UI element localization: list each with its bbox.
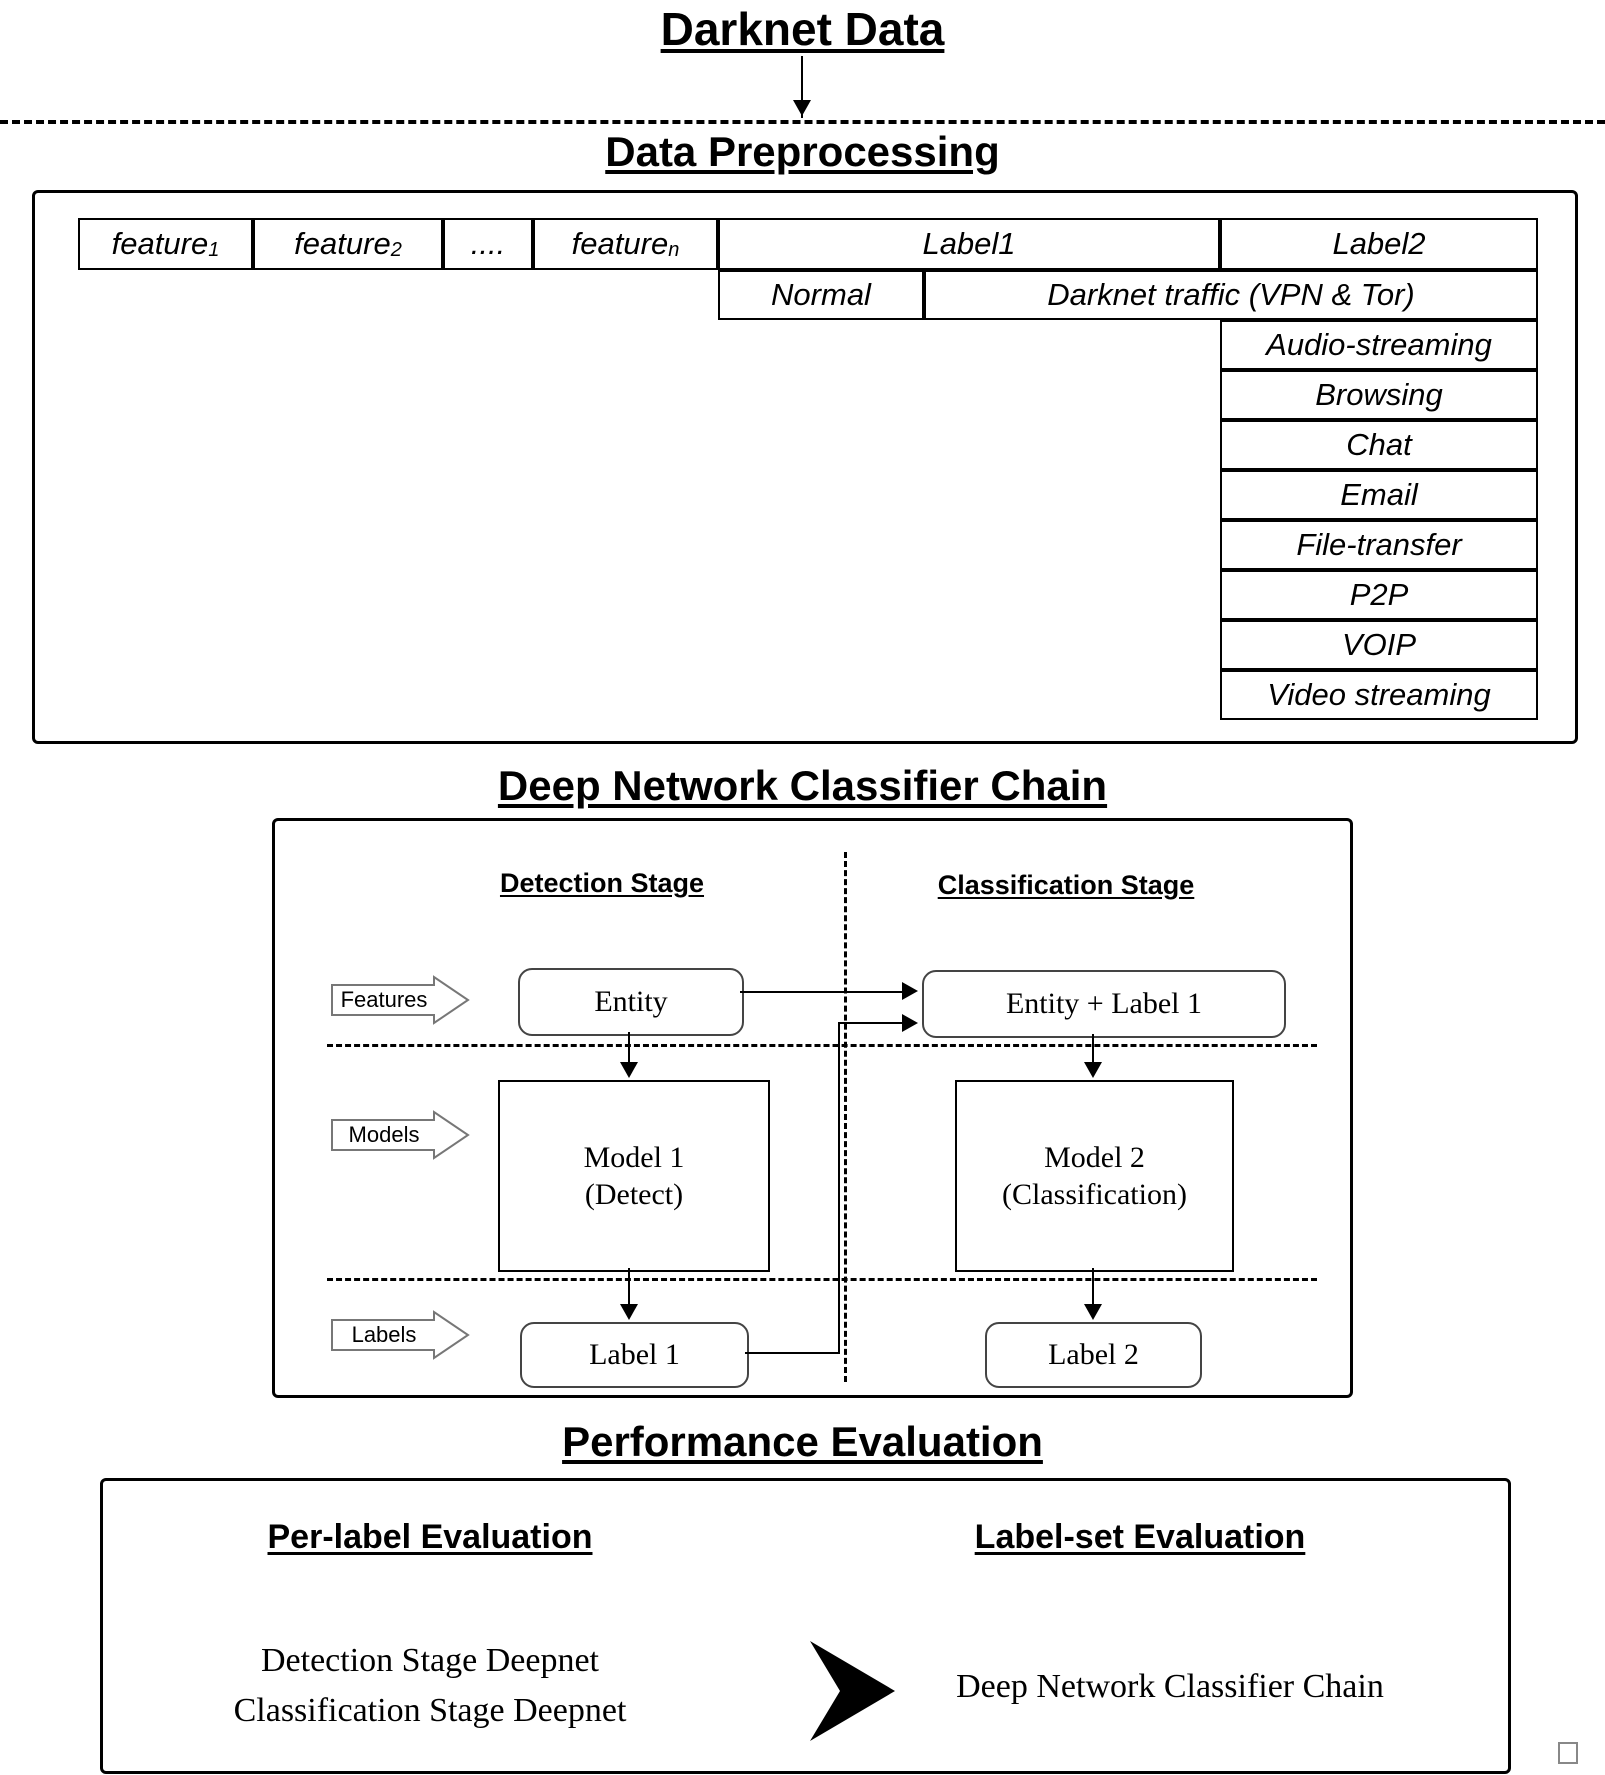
label2-value-row	[1220, 620, 1538, 670]
label2-value-text-2: Chat	[1346, 427, 1412, 462]
models-banner	[330, 1110, 470, 1160]
table-header-feature-ellipsis	[443, 218, 533, 270]
label2-value-row	[1220, 320, 1538, 370]
table-header-feature-2	[253, 218, 443, 270]
connector-model1-to-label1-head	[620, 1304, 638, 1320]
connector-entity-to-model1-head	[620, 1062, 638, 1078]
label-set-evaluation-title: Label-set Evaluation	[974, 1518, 1306, 1556]
label2-value-row	[1220, 570, 1538, 620]
table-header-label1	[718, 218, 1220, 270]
features-banner	[330, 975, 470, 1025]
feature-ellipsis-label: ....	[470, 226, 506, 261]
label1-header-text: Label1	[922, 226, 1016, 261]
connector-entity-to-entitylabel1	[740, 991, 908, 993]
node-label-1	[520, 1322, 749, 1388]
node-entity-label1-label: Entity + Label 1	[1005, 987, 1203, 1020]
node-entity-label: Entity	[594, 985, 668, 1018]
connector-label1-to-entitylabel1-v	[838, 1022, 840, 1354]
row-divider-features-models	[327, 1044, 1317, 1047]
node-model-1	[498, 1080, 770, 1272]
node-model-2-line-2: (Classification)	[1002, 1178, 1187, 1211]
node-model-1-line-1: Model 1	[583, 1140, 685, 1174]
feature-1-label: feature	[111, 226, 209, 261]
connector-label1-to-entitylabel1-h2	[838, 1022, 908, 1024]
label2-value-row	[1220, 670, 1538, 720]
node-model-2-line-1: Model 2	[1044, 1140, 1145, 1174]
node-label-2-text: Label 2	[1048, 1338, 1139, 1371]
connector-label1-to-entitylabel1-head	[902, 1014, 918, 1032]
label1-darknet-text: Darknet traffic (VPN & Tor)	[1047, 277, 1415, 312]
feature-2-label: feature	[294, 226, 391, 261]
features-banner-label: Features	[340, 987, 428, 1012]
label2-value-text-4: File-transfer	[1296, 527, 1462, 562]
page-corner-mark	[1558, 1742, 1578, 1764]
deep-chain-title: Deep Network Classifier Chain	[497, 762, 1108, 809]
node-entity	[518, 968, 744, 1036]
label2-value-row	[1220, 470, 1538, 520]
label2-value-row	[1220, 370, 1538, 420]
stage-divider	[844, 852, 847, 1382]
label2-value-text-5: P2P	[1349, 577, 1409, 612]
label1-value-normal	[718, 270, 924, 320]
row-divider-models-labels	[327, 1278, 1317, 1281]
right-arrow-icon-svg	[800, 1636, 900, 1746]
feature-2-sub: 2	[390, 238, 402, 261]
label2-value-text-6: VOIP	[1341, 627, 1417, 662]
performance-evaluation-title: Performance Evaluation	[562, 1418, 1043, 1465]
label2-value-row	[1220, 420, 1538, 470]
page-title: Darknet Data	[660, 3, 945, 55]
feature-n-sub: n	[668, 238, 680, 261]
per-label-item-0: Detection Stage Deepnet	[261, 1642, 599, 1679]
connector-entity-to-entitylabel1-head	[902, 982, 918, 1000]
label1-value-darknet	[924, 270, 1538, 320]
connector-model1-to-label1	[628, 1268, 630, 1306]
classification-stage-title: Classification Stage	[937, 870, 1195, 900]
label2-value-text-1: Browsing	[1315, 377, 1443, 412]
node-label-2	[985, 1322, 1202, 1388]
models-banner-label: Models	[348, 1122, 420, 1147]
label2-value-row	[1220, 520, 1538, 570]
labels-banner-label: Labels	[351, 1322, 417, 1347]
detection-stage-title: Detection Stage	[499, 868, 705, 898]
right-arrow-icon	[800, 1636, 900, 1746]
label-set-item-0: Deep Network Classifier Chain	[956, 1668, 1384, 1705]
connector-label1-to-entitylabel1-h1	[745, 1352, 840, 1354]
feature-1-sub: 1	[208, 238, 220, 261]
node-entity-label1	[922, 970, 1286, 1038]
labels-banner	[330, 1310, 470, 1360]
connector-entitylabel1-to-model2-head	[1084, 1062, 1102, 1078]
connector-entity-to-model1	[628, 1032, 630, 1064]
feature-n-label: feature	[571, 226, 669, 261]
connector-entitylabel1-to-model2	[1092, 1034, 1094, 1064]
arrow-darknet-to-preprocessing-head	[793, 100, 811, 116]
table-header-feature-1	[78, 218, 253, 270]
label2-value-text-0: Audio-streaming	[1266, 327, 1492, 362]
section-divider	[0, 120, 1605, 124]
table-header-label2	[1220, 218, 1538, 270]
connector-model2-to-label2-head	[1084, 1304, 1102, 1320]
node-model-2	[955, 1080, 1234, 1272]
label1-normal-text: Normal	[771, 277, 871, 312]
label2-value-text-3: Email	[1340, 477, 1418, 512]
connector-model2-to-label2	[1092, 1268, 1094, 1306]
label2-value-text-7: Video streaming	[1267, 677, 1491, 712]
table-header-feature-n	[533, 218, 718, 270]
data-preprocessing-title: Data Preprocessing	[605, 128, 1000, 175]
node-label-1-text: Label 1	[589, 1338, 680, 1371]
per-label-item-1: Classification Stage Deepnet	[233, 1692, 627, 1729]
per-label-evaluation-title: Per-label Evaluation	[267, 1518, 593, 1556]
node-model-1-line-2: (Detect)	[584, 1178, 684, 1211]
label2-header-text: Label2	[1332, 226, 1426, 261]
